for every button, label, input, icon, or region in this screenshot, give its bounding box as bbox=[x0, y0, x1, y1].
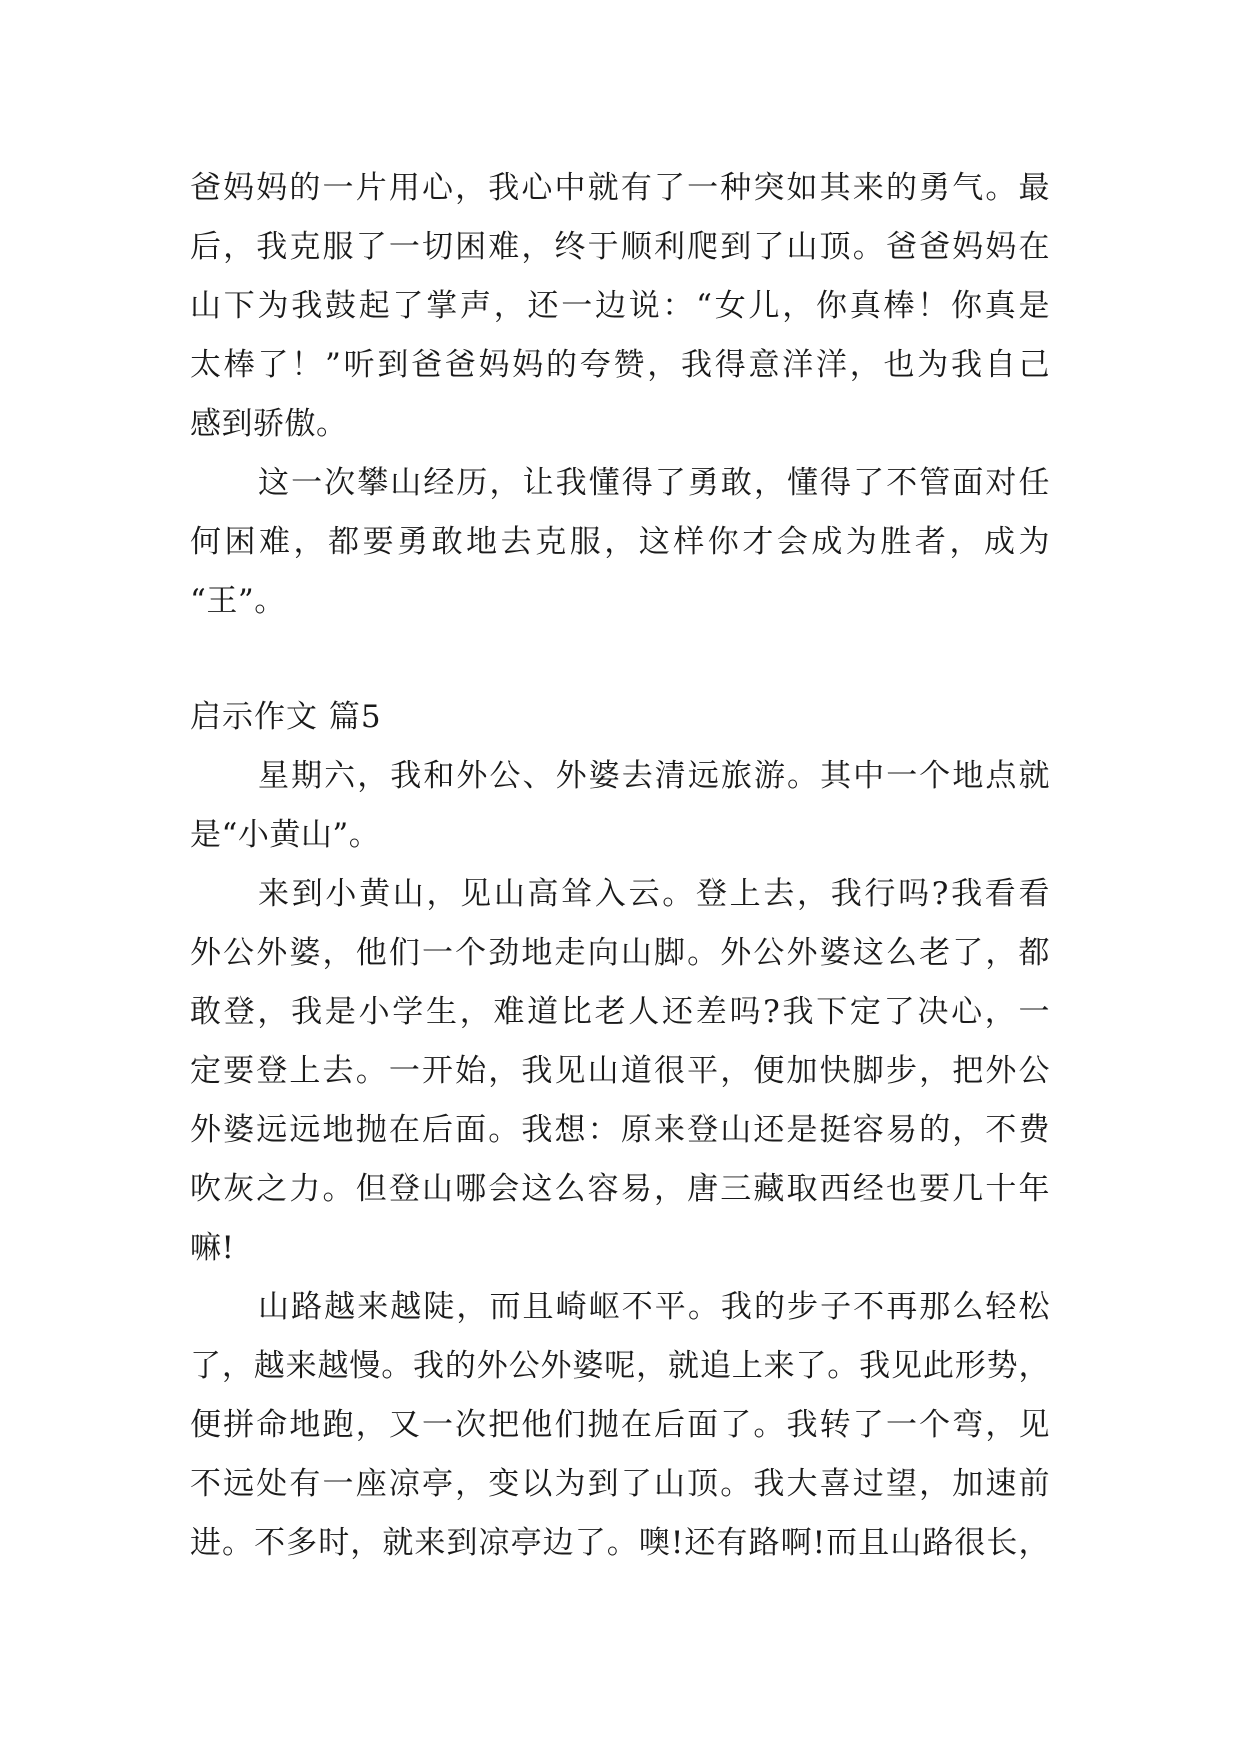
paragraph-line: 了，越来越慢。我的外公外婆呢，就追上来了。我见此形势， bbox=[190, 1348, 1050, 1384]
paragraph-line: 敢登，我是小学生，难道比老人还差吗?我下定了决心，一 bbox=[190, 994, 1050, 1030]
paragraph-line: 后，我克服了一切困难，终于顺利爬到了山顶。爸爸妈妈在 bbox=[190, 229, 1050, 265]
paragraph-line: 这一次攀山经历，让我懂得了勇敢，懂得了不管面对任 bbox=[258, 465, 1050, 501]
paragraph-line: 山下为我鼓起了掌声，还一边说：“女儿，你真棒！你真是 bbox=[190, 288, 1050, 324]
paragraph-line: 太棒了！”听到爸爸妈妈的夸赞，我得意洋洋，也为我自己 bbox=[190, 347, 1050, 383]
paragraph-line: 山路越来越陡，而且崎岖不平。我的步子不再那么轻松 bbox=[258, 1289, 1050, 1325]
paragraph-line: 来到小黄山，见山高耸入云。登上去，我行吗?我看看 bbox=[258, 876, 1050, 912]
paragraph-line: 星期六，我和外公、外婆去清远旅游。其中一个地点就 bbox=[258, 758, 1050, 794]
paragraph-line: 进。不多时，就来到凉亭边了。噢!还有路啊!而且山路很长， bbox=[190, 1525, 1050, 1561]
paragraph-line: 感到骄傲。 bbox=[190, 406, 348, 442]
paragraph-line: 爸妈妈的一片用心，我心中就有了一种突如其来的勇气。最 bbox=[190, 170, 1050, 206]
paragraph-line: 便拼命地跑，又一次把他们抛在后面了。我转了一个弯，见 bbox=[190, 1407, 1050, 1443]
paragraph-line: 外公外婆，他们一个劲地走向山脚。外公外婆这么老了，都 bbox=[190, 935, 1050, 971]
paragraph-line: “王”。 bbox=[190, 583, 286, 619]
paragraph-line: 嘛! bbox=[190, 1230, 235, 1266]
paragraph-line: 是“小黄山”。 bbox=[190, 817, 381, 853]
paragraph-line: 何困难，都要勇敢地去克服，这样你才会成为胜者，成为 bbox=[190, 524, 1050, 560]
paragraph-line: 定要登上去。一开始，我见山道很平，便加快脚步，把外公 bbox=[190, 1053, 1050, 1089]
paragraph-line: 不远处有一座凉亭，变以为到了山顶。我大喜过望，加速前 bbox=[190, 1466, 1050, 1502]
paragraph-line: 吹灰之力。但登山哪会这么容易，唐三藏取西经也要几十年 bbox=[190, 1171, 1050, 1207]
section-heading: 启示作文 篇5 bbox=[190, 699, 382, 735]
paragraph-line: 外婆远远地抛在后面。我想：原来登山还是挺容易的，不费 bbox=[190, 1112, 1050, 1148]
